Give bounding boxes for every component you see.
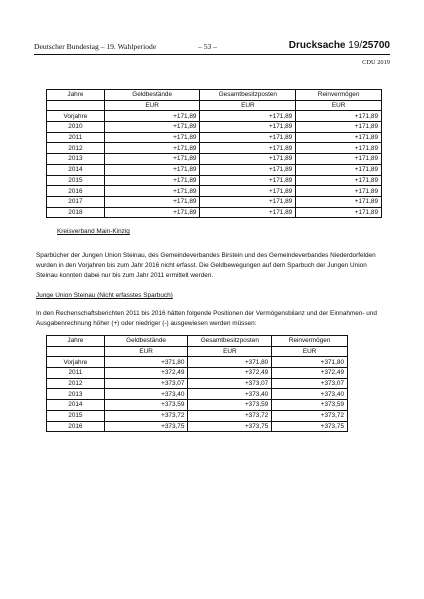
value-cell: +373,07 bbox=[104, 378, 188, 389]
year-cell: 2015 bbox=[47, 410, 105, 421]
table-junge-union bbox=[46, 335, 348, 432]
value-cell: +171,89 bbox=[104, 175, 200, 186]
year-cell: 2018 bbox=[47, 207, 105, 218]
value-cell: +373,40 bbox=[188, 389, 272, 400]
value-cell: +373,75 bbox=[272, 421, 348, 432]
value-cell: +373,07 bbox=[272, 378, 348, 389]
year-cell: 2013 bbox=[47, 154, 105, 165]
section-heading-junge-union: Junge Union Steinau (Nicht erfasstes Sparbuch) bbox=[36, 292, 173, 299]
value-cell: +171,89 bbox=[200, 111, 296, 122]
column-header: Jahre bbox=[47, 336, 105, 347]
value-cell: +171,89 bbox=[104, 154, 200, 165]
year-cell: 2012 bbox=[47, 378, 105, 389]
table-row bbox=[47, 207, 382, 218]
table-row bbox=[47, 410, 348, 421]
value-cell: +171,89 bbox=[296, 207, 382, 218]
table-row bbox=[47, 389, 348, 400]
value-cell: +171,89 bbox=[104, 122, 200, 133]
value-cell: +171,89 bbox=[296, 154, 382, 165]
document-number bbox=[289, 40, 390, 51]
unit-cell: EUR bbox=[104, 346, 188, 357]
section-heading-kreisverband: Kreisverband Main-Kinzig bbox=[57, 228, 130, 235]
table-unit-row bbox=[47, 346, 348, 357]
column-header: Geldbestände bbox=[104, 90, 200, 101]
year-cell: 2015 bbox=[47, 175, 105, 186]
value-cell: +171,89 bbox=[296, 175, 382, 186]
column-header: Gesamtbesitzposten bbox=[188, 336, 272, 347]
value-cell: +371,80 bbox=[104, 357, 188, 368]
column-header: Geldbestände bbox=[104, 336, 188, 347]
table-row bbox=[47, 143, 382, 154]
table-header-row bbox=[47, 336, 348, 347]
year-cell: Vorjahre bbox=[47, 357, 105, 368]
value-cell: +171,89 bbox=[200, 122, 296, 133]
value-cell: +171,89 bbox=[104, 132, 200, 143]
unit-cell: EUR bbox=[104, 100, 200, 111]
value-cell: +372,49 bbox=[272, 368, 348, 379]
unit-cell: EUR bbox=[188, 346, 272, 357]
year-cell: 2010 bbox=[47, 122, 105, 133]
table-row bbox=[47, 154, 382, 165]
value-cell: +171,89 bbox=[296, 164, 382, 175]
value-cell: +171,89 bbox=[296, 196, 382, 207]
year-cell: 2011 bbox=[47, 132, 105, 143]
table-row bbox=[47, 164, 382, 175]
table-row bbox=[47, 357, 348, 368]
value-cell: +171,89 bbox=[296, 111, 382, 122]
value-cell: +372,49 bbox=[104, 368, 188, 379]
table-row bbox=[47, 132, 382, 143]
value-cell: +373,75 bbox=[104, 421, 188, 432]
table-row bbox=[47, 111, 382, 122]
year-cell: 2016 bbox=[47, 421, 105, 432]
value-cell: +171,89 bbox=[296, 132, 382, 143]
page-number: – 53 – bbox=[198, 42, 217, 51]
column-header: Gesamtbesitzposten bbox=[200, 90, 296, 101]
page-header bbox=[34, 40, 390, 54]
header-rule bbox=[34, 54, 390, 55]
year-cell: 2013 bbox=[47, 389, 105, 400]
table-row bbox=[47, 368, 348, 379]
column-header: Reinvermögen bbox=[272, 336, 348, 347]
value-cell: +171,89 bbox=[200, 196, 296, 207]
value-cell: +171,89 bbox=[296, 143, 382, 154]
value-cell: +372,49 bbox=[188, 368, 272, 379]
value-cell: +171,89 bbox=[104, 111, 200, 122]
unit-cell: EUR bbox=[272, 346, 348, 357]
year-cell: 2014 bbox=[47, 400, 105, 411]
value-cell: +373,07 bbox=[188, 378, 272, 389]
value-cell: +171,89 bbox=[104, 143, 200, 154]
value-cell: +371,80 bbox=[188, 357, 272, 368]
unit-cell bbox=[47, 346, 105, 357]
year-cell: 2011 bbox=[47, 368, 105, 379]
value-cell: +373,59 bbox=[104, 400, 188, 411]
year-cell: 2012 bbox=[47, 143, 105, 154]
value-cell: +373,75 bbox=[188, 421, 272, 432]
document-number-period: 19/ bbox=[348, 40, 363, 51]
unit-cell: EUR bbox=[296, 100, 382, 111]
column-header: Jahre bbox=[47, 90, 105, 101]
value-cell: +373,72 bbox=[188, 410, 272, 421]
value-cell: +171,89 bbox=[104, 207, 200, 218]
value-cell: +171,89 bbox=[200, 207, 296, 218]
year-cell: 2017 bbox=[47, 196, 105, 207]
value-cell: +171,89 bbox=[104, 196, 200, 207]
table-row bbox=[47, 196, 382, 207]
value-cell: +171,89 bbox=[200, 143, 296, 154]
value-cell: +171,89 bbox=[296, 186, 382, 197]
document-number-prefix: Drucksache bbox=[288, 40, 349, 51]
column-header: Reinvermögen bbox=[296, 90, 382, 101]
value-cell: +171,89 bbox=[200, 164, 296, 175]
table-row bbox=[47, 175, 382, 186]
table-row bbox=[47, 378, 348, 389]
value-cell: +373,72 bbox=[104, 410, 188, 421]
paragraph-rechenschaftsberichte: In den Rechenschaftsberichten 2011 bis 2016 hätten folgende Positionen der Vermögensbilanz und der Einnahmen- und Ausgabenrechnung höher (+) oder niedriger (-) ausgewiesen werden müssen: bbox=[36, 310, 377, 327]
table-row bbox=[47, 400, 348, 411]
paragraph-sparbuecher: Sparbücher der Jungen Union Steinau, des Gemeindeverbandes Birstein und des Gemeindeverbandes Niederdorfelden wurden in den Vorjahren bis zum Jahr 2016 nicht erfasst. Die Geldbewegungen auf dem Sparbuch der Jungen Union Steinau konnten dabei nur bis zum Jahr 2011 ermittelt werden. bbox=[36, 252, 376, 279]
year-cell: 2016 bbox=[47, 186, 105, 197]
table-unit-row bbox=[47, 100, 382, 111]
value-cell: +371,80 bbox=[272, 357, 348, 368]
unit-cell: EUR bbox=[200, 100, 296, 111]
value-cell: +373,72 bbox=[272, 410, 348, 421]
table-kreisverband bbox=[46, 89, 382, 218]
value-cell: +373,59 bbox=[272, 400, 348, 411]
value-cell: +171,89 bbox=[200, 186, 296, 197]
value-cell: +171,89 bbox=[200, 154, 296, 165]
value-cell: +171,89 bbox=[296, 122, 382, 133]
document-number-id: 25700 bbox=[362, 40, 390, 51]
table-header-row bbox=[47, 90, 382, 101]
party-label: CDU 2019 bbox=[362, 59, 390, 66]
value-cell: +171,89 bbox=[104, 164, 200, 175]
value-cell: +373,40 bbox=[272, 389, 348, 400]
unit-cell bbox=[47, 100, 105, 111]
table-row bbox=[47, 122, 382, 133]
year-cell: Vorjahre bbox=[47, 111, 105, 122]
header-parliament: Deutscher Bundestag – 19. Wahlperiode bbox=[34, 42, 157, 51]
value-cell: +171,89 bbox=[200, 132, 296, 143]
value-cell: +373,59 bbox=[188, 400, 272, 411]
table-row bbox=[47, 186, 382, 197]
value-cell: +373,40 bbox=[104, 389, 188, 400]
value-cell: +171,89 bbox=[104, 186, 200, 197]
year-cell: 2014 bbox=[47, 164, 105, 175]
value-cell: +171,89 bbox=[200, 175, 296, 186]
table-row bbox=[47, 421, 348, 432]
